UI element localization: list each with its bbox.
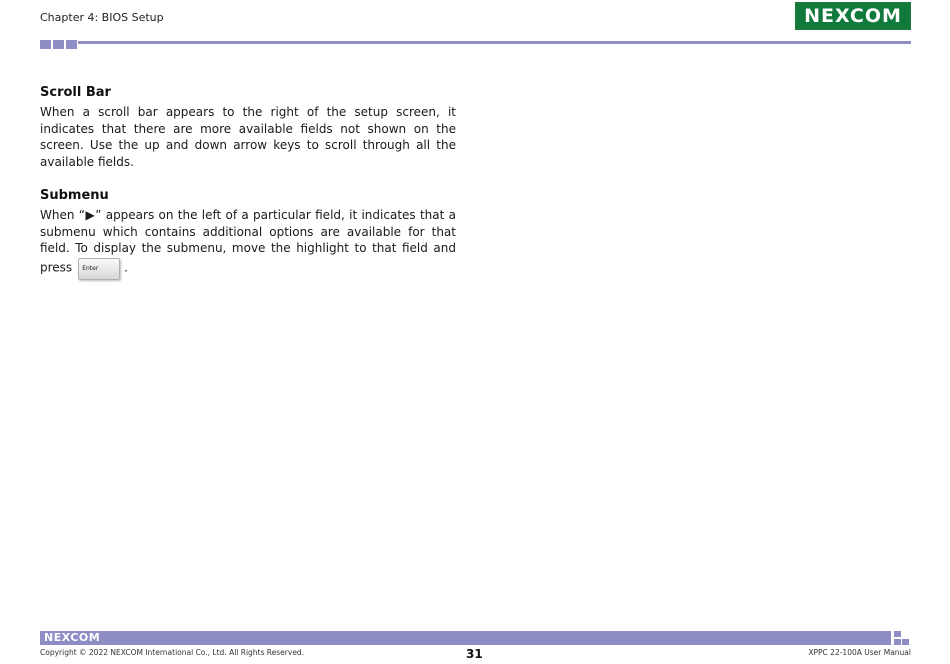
enter-key-label: Enter: [82, 264, 99, 272]
nexcom-logo: [795, 2, 911, 30]
section-body-end: .: [124, 260, 128, 274]
footer-decoration: [894, 631, 911, 645]
section-body: When a scroll bar appears to the right of the setup screen, it indicates that there are more available fields not shown on the screen. Use the up and down arrow keys to scroll through all the available fields.: [40, 105, 456, 169]
section-heading: Scroll Bar: [40, 85, 111, 100]
page-content: [40, 84, 456, 279]
manual-name: XPPC 22-100A User Manual: [808, 648, 911, 657]
footer-logo: NEXCOM: [44, 631, 101, 644]
section-submenu: [40, 187, 456, 279]
section-body-text: When “▶” appears on the left of a particular field, it indicates that a submenu which contains additional options are available for that field. To display the submenu, move the highlight to that field and press: [40, 208, 456, 274]
chapter-title: Chapter 4: BIOS Setup: [40, 11, 164, 24]
header-decoration: [40, 40, 77, 49]
section-body: [40, 207, 456, 279]
copyright-text: Copyright © 2022 NEXCOM International Co., Ltd. All Rights Reserved.: [40, 648, 305, 657]
footer-bar: [40, 631, 891, 645]
nexcom-logo-text: NEXCOM: [797, 4, 909, 28]
section-heading: Submenu: [40, 188, 109, 203]
section-scroll-bar: [40, 84, 456, 170]
enter-key-icon: [78, 258, 120, 280]
header-rule: [78, 41, 911, 44]
page-number: 31: [466, 647, 483, 661]
